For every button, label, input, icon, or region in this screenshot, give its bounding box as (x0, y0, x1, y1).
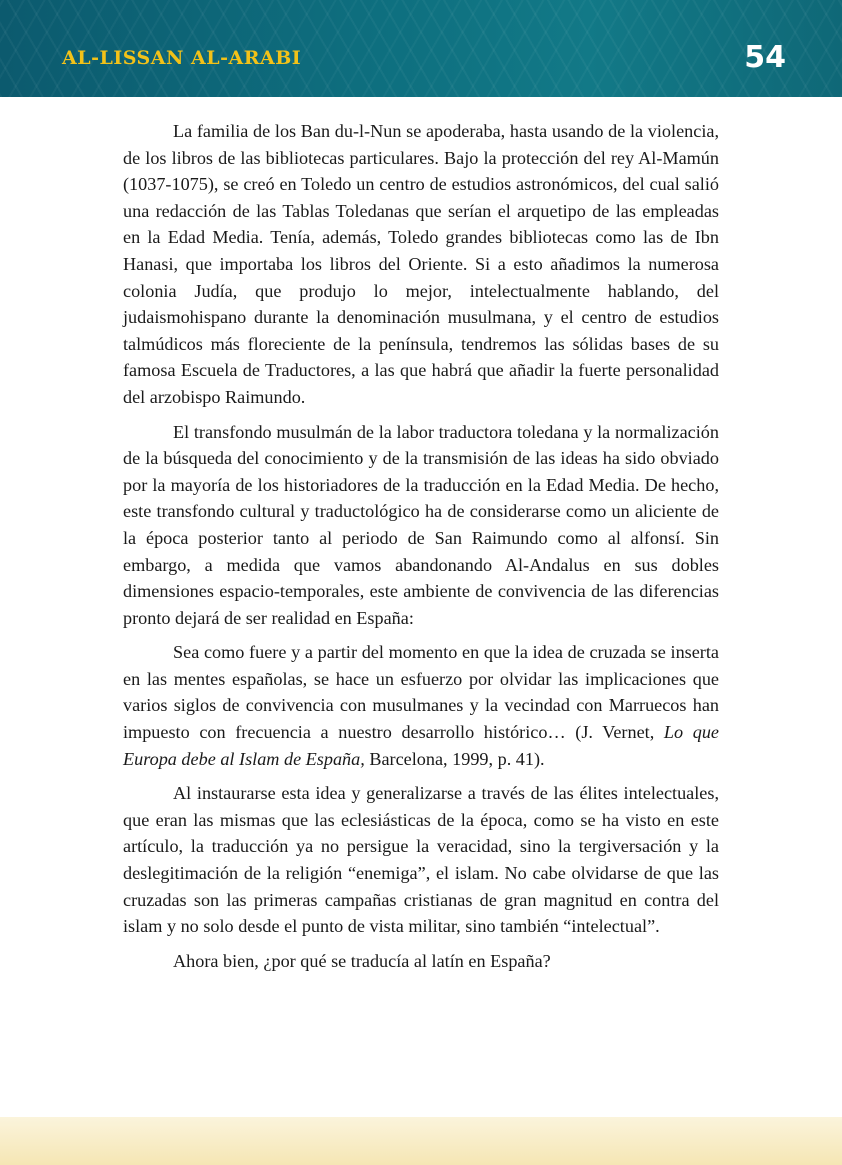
block-quote (123, 639, 719, 772)
journal-title: AL-LISSAN AL-ARABI (62, 47, 302, 69)
page-number: 54 (744, 40, 786, 75)
page-footer-band (0, 1117, 842, 1165)
paragraph-2: El transfondo musulmán de la labor traductora toledana y la normalización de la búsqueda del conocimiento y de la transmisión de las ideas ha sido obviado por la mayoría de los historiadores de la traducción en la Edad Media. De hecho, este transfondo cultural y traductológico ha de considerarse como un aliciente de la época posterior tanto al periodo de San Raimundo como al alfonsí. Sin embargo, a medida que vamos abandonando Al-Andalus en sus dobles dimensiones espacio-temporales, este ambiente de convivencia de las diferencias pronto dejará de ser realidad en España: (123, 421, 719, 628)
paragraph-1: La familia de los Ban du-l-Nun se apoderaba, hasta usando de la violencia, de los libros de las bibliotecas particulares. Bajo la protección del rey Al-Mamún (1037-1075), se creó en Toledo un centro de estudios astronómicos, del cual salió una redacción de las Tablas Toledanas que serían el arquetipo de las empleadas en la Edad Media. Tenía, además, Toledo grandes bibliotecas como las de Ibn Hanasi, que importaba los libros del Oriente. Si a esto añadimos la numerosa colonia Judía, que produjo lo mejor, intelectualmente hablando, del judaismohispano durante la denominación musulmana, y el centro de estudios talmúdicos más floreciente de la península, tendremos las sólidas bases de su famosa Escuela de Traductores, a las que habrá que añadir la fuerte personalidad del arzobispo Raimundo. (123, 121, 719, 407)
paragraph-5: Ahora bien, ¿por qué se traducía al latín en España? (173, 950, 551, 971)
book-title: Lo que Europa debe al Islam de España, (123, 722, 720, 769)
page-header (0, 0, 842, 97)
citation-tail: Barcelona, 1999, p. 41). (364, 748, 545, 769)
article-body (123, 118, 719, 982)
quote-text: Sea como fuere y a partir del momento en que la idea de cruzada se inserta en las mentes españolas, se hace un esfuerzo por olvidar las implicaciones que varios siglos de convivencia con musulmanes y la vecindad con Marruecos han impuesto con frecuencia a nuestro desarrollo histórico… (J. Vernet, (123, 642, 719, 743)
paragraph-4: Al instaurarse esta idea y generalizarse a través de las élites intelectuales, que eran las mismas que las eclesiásticas de la época, como se ha visto en este artículo, la traducción ya no persigue la veracidad, sino la tergiversación y la deslegitimación de la religión “enemiga”, el islam. No cabe olvidarse de que las cruzadas son las primeras campañas cristianas de gran magnitud en contra del islam y no solo desde el punto de vista militar, sino también “intelectual”. (123, 783, 719, 937)
